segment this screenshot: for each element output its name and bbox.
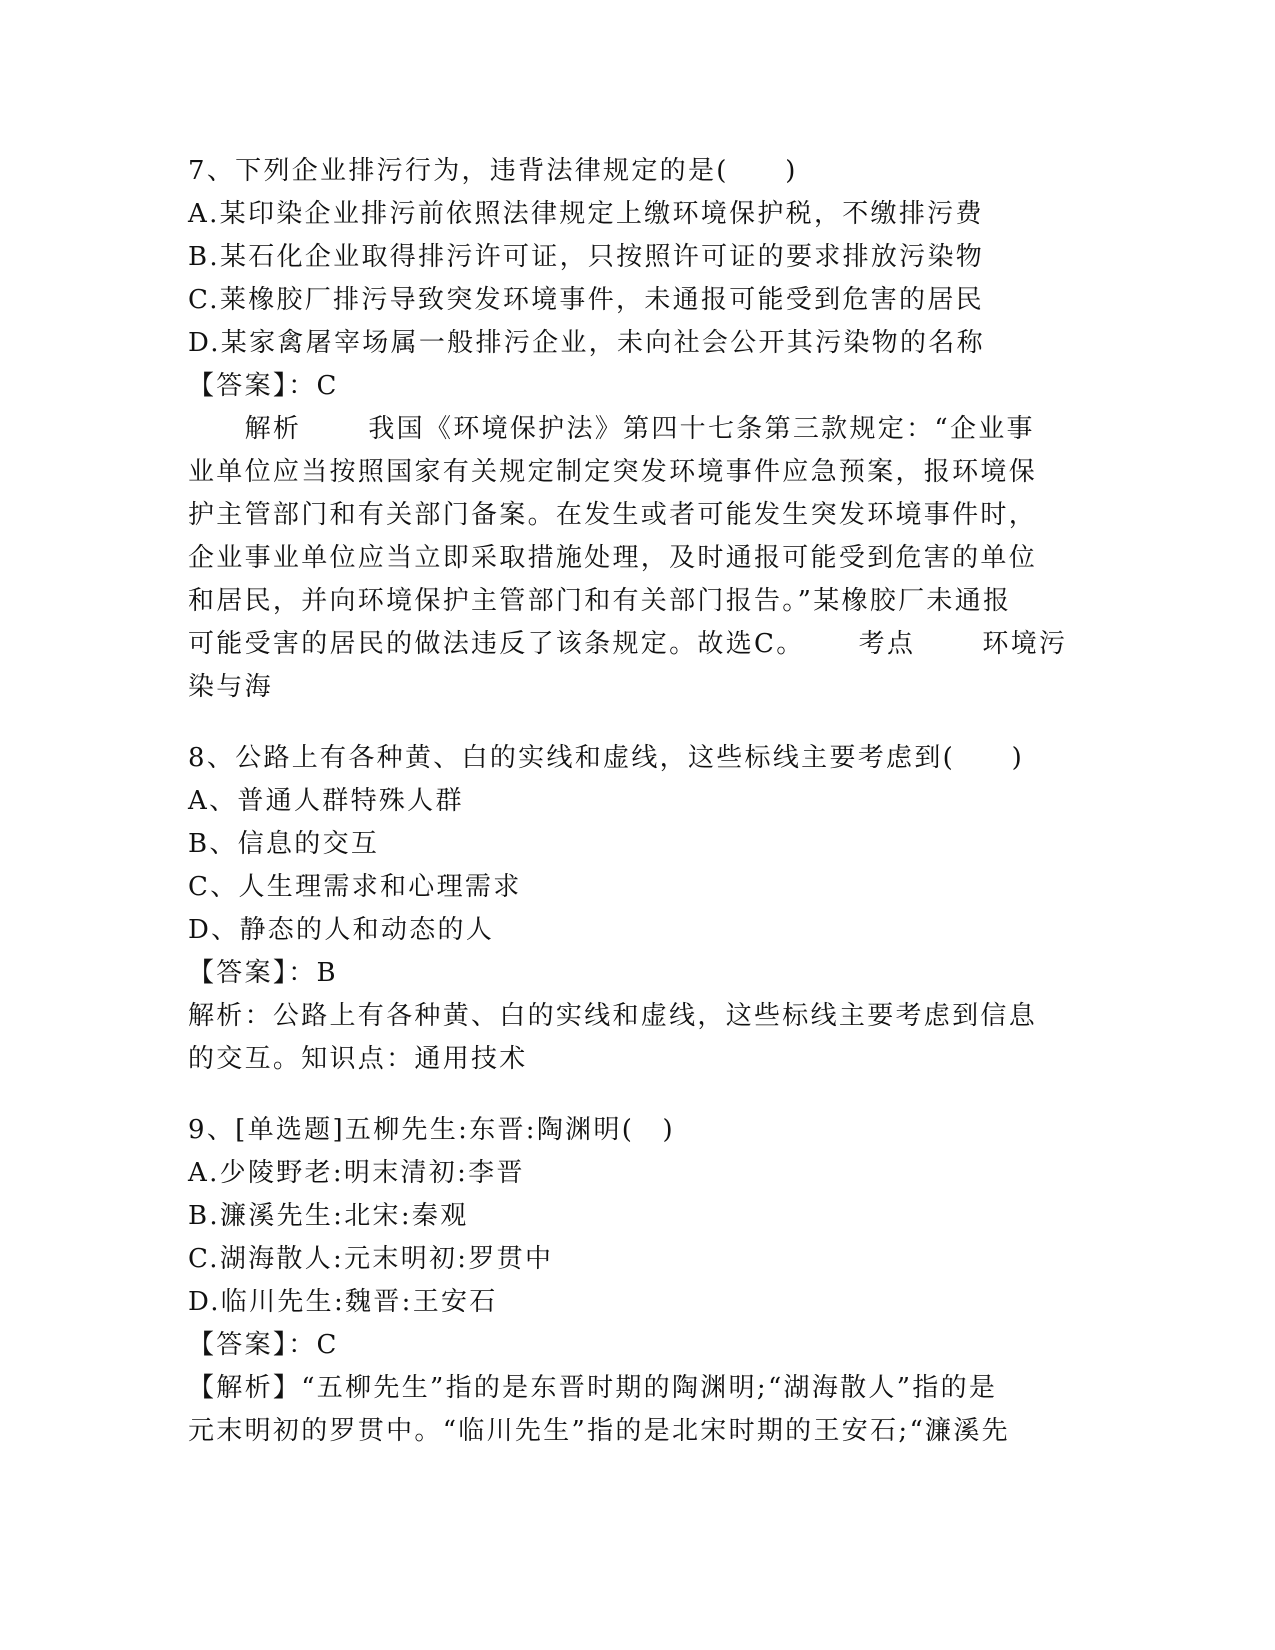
question-9 — [188, 1109, 1088, 1453]
option-b: B.濂溪先生:北宋:秦观 — [188, 1201, 469, 1231]
analysis-line: 元末明初的罗贯中。“临川先生”指的是北宋时期的王安石;“濂溪先 — [188, 1416, 1010, 1446]
analysis-line: 和居民，并向环境保护主管部门和有关部门报告。”某橡胶厂未通报 — [188, 586, 1012, 616]
option-d: D、静态的人和动态的人 — [188, 915, 495, 945]
question-8 — [188, 737, 1088, 1081]
option-d: D.某家禽屠宰场属一般排污企业，未向社会公开其污染物的名称 — [188, 328, 985, 358]
analysis-line: 解析 我国《环境保护法》第四十七条第三款规定：“企业事 — [188, 414, 1035, 444]
answer-line: 【答案】：B — [188, 958, 338, 988]
page-content — [188, 150, 1088, 1453]
option-c: C.湖海散人:元末明初:罗贯中 — [188, 1244, 554, 1274]
option-d: D.临川先生:魏晋:王安石 — [188, 1287, 498, 1317]
analysis-line: 企业事业单位应当立即采取措施处理，及时通报可能受到危害的单位 — [188, 543, 1038, 573]
question-7 — [188, 150, 1088, 709]
analysis-line: 染与海 — [188, 672, 273, 702]
analysis-line: 解析：公路上有各种黄、白的实线和虚线，这些标线主要考虑到信息 — [188, 1001, 1038, 1031]
option-c: C、人生理需求和心理需求 — [188, 872, 522, 902]
analysis-paragraph — [188, 995, 1088, 1081]
analysis-paragraph — [188, 1367, 1088, 1453]
analysis-paragraph — [188, 408, 1088, 709]
question-stem: 9、[单选题]五柳先生:东晋:陶渊明( ) — [188, 1115, 675, 1145]
section-gap — [188, 1081, 1088, 1109]
analysis-line: 护主管部门和有关部门备案。在发生或者可能发生突发环境事件时， — [188, 500, 1038, 530]
question-stem: 8、公路上有各种黄、白的实线和虚线，这些标线主要考虑到( ) — [188, 743, 1025, 773]
option-b: B、信息的交互 — [188, 829, 380, 859]
analysis-line: 的交互。知识点：通用技术 — [188, 1044, 528, 1074]
answer-line: 【答案】：C — [188, 1330, 339, 1360]
option-a: A.某印染企业排污前依照法律规定上缴环境保护税，不缴排污费 — [188, 199, 984, 229]
option-a: A、普通人群特殊人群 — [188, 786, 464, 816]
option-b: B.某石化企业取得排污许可证，只按照许可证的要求排放污染物 — [188, 242, 985, 272]
answer-line: 【答案】：C — [188, 371, 339, 401]
section-gap — [188, 709, 1088, 737]
analysis-line: 【解析】“五柳先生”指的是东晋时期的陶渊明;“湖海散人”指的是 — [188, 1373, 998, 1403]
question-stem: 7、下列企业排污行为，违背法律规定的是( ) — [188, 156, 798, 186]
option-c: C.莱橡胶厂排污导致突发环境事件，未通报可能受到危害的居民 — [188, 285, 984, 315]
option-a: A.少陵野老:明末清初:李晋 — [188, 1158, 525, 1188]
analysis-line: 业单位应当按照国家有关规定制定突发环境事件应急预案，报环境保 — [188, 457, 1038, 487]
analysis-line: 可能受害的居民的做法违反了该条规定。故选C。 考点 环境污 — [188, 629, 1068, 659]
